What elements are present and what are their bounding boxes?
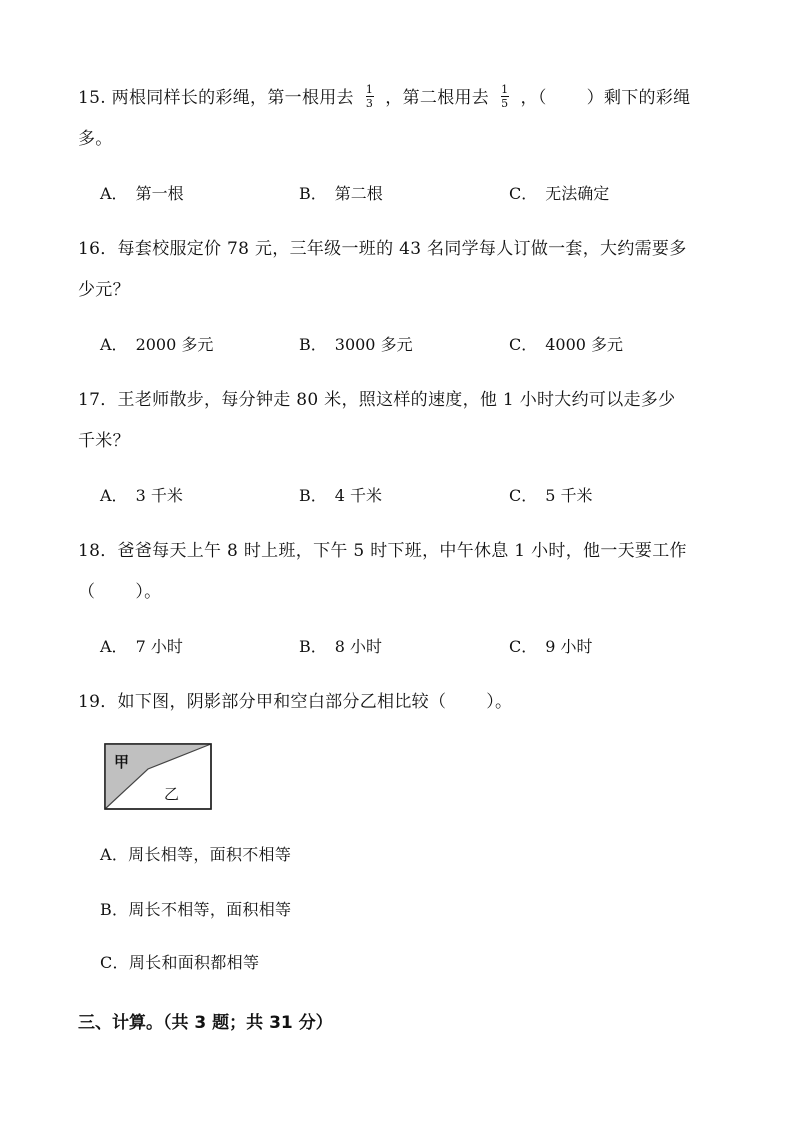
question-16-line1 [78, 238, 687, 260]
option-b[interactable]: B． 4 千米 [299, 486, 383, 505]
question-text: 如下图，阴影部分甲和空白部分乙相比较（ [117, 692, 447, 712]
option-a[interactable]: A． 2000 多元 [100, 335, 214, 354]
option-a[interactable]: A． 3 千米 [100, 486, 183, 505]
option-c[interactable]: C．周长和面积都相等 [100, 953, 260, 972]
option-c[interactable]: C． 无法确定 [509, 184, 610, 203]
question-18-line1 [78, 540, 687, 562]
option-c[interactable]: C． 9 小时 [509, 637, 593, 656]
fraction-one-third: $\frac{1}{3}$ [365, 83, 374, 110]
shaded-rectangle-figure [104, 743, 212, 810]
question-text: 两根同样长的彩绳，第一根用去 [111, 88, 354, 108]
option-b[interactable]: B． 第二根 [299, 184, 383, 203]
question-16-line2: 少元？ [78, 280, 130, 300]
option-a[interactable]: A． 7 小时 [100, 637, 183, 656]
question-18-line2: （ ）。 [78, 582, 162, 602]
option-b[interactable]: B．周长不相等，面积相等 [100, 900, 292, 919]
option-b[interactable]: B． 3000 多元 [299, 335, 413, 354]
option-a[interactable]: A．周长相等，面积不相等 [100, 845, 292, 864]
question-text: ）剩下的彩绳 [586, 88, 691, 108]
question-text: 爸爸每天上午 8 时上班，下午 5 时下班，中午休息 1 小时，他一天要工作 [117, 541, 687, 561]
option-a[interactable]: A． 第一根 [100, 184, 184, 203]
question-number: 16． [78, 239, 118, 259]
question-15-line2: 多。 [78, 129, 113, 149]
question-number: 15. [78, 88, 106, 108]
question-text: 王老师散步，每分钟走 80 米，照这样的速度，他 1 小时大约可以走多少 [117, 390, 676, 410]
fraction-one-fifth: $\frac{1}{5}$ [501, 83, 509, 110]
question-text: 每套校服定价 78 元，三年级一班的 43 名同学每人订做一套，大约需要多 [117, 239, 687, 259]
question-17-line1 [78, 389, 675, 411]
question-15-line1 [78, 83, 691, 111]
question-17-line2: 千米？ [78, 431, 130, 451]
option-c[interactable]: C． 5 千米 [509, 486, 593, 505]
question-number: 19． [78, 692, 118, 712]
shaded-region-label: 甲 [114, 753, 130, 771]
blank-region-label: 乙 [164, 785, 180, 803]
answer-blank-open: ，（ [520, 88, 547, 108]
question-19-line1: 19．如下图，阴影部分甲和空白部分乙相比较（ ）。 [78, 692, 513, 712]
question-text: ，第二根用去 [385, 88, 490, 108]
question-number: 18． [78, 541, 118, 561]
question-number: 17． [78, 390, 118, 410]
option-b[interactable]: B． 8 小时 [299, 637, 383, 656]
section-heading: 三、计算。（共 3 题；共 31 分） [78, 1013, 333, 1033]
option-c[interactable]: C． 4000 多元 [509, 335, 624, 354]
